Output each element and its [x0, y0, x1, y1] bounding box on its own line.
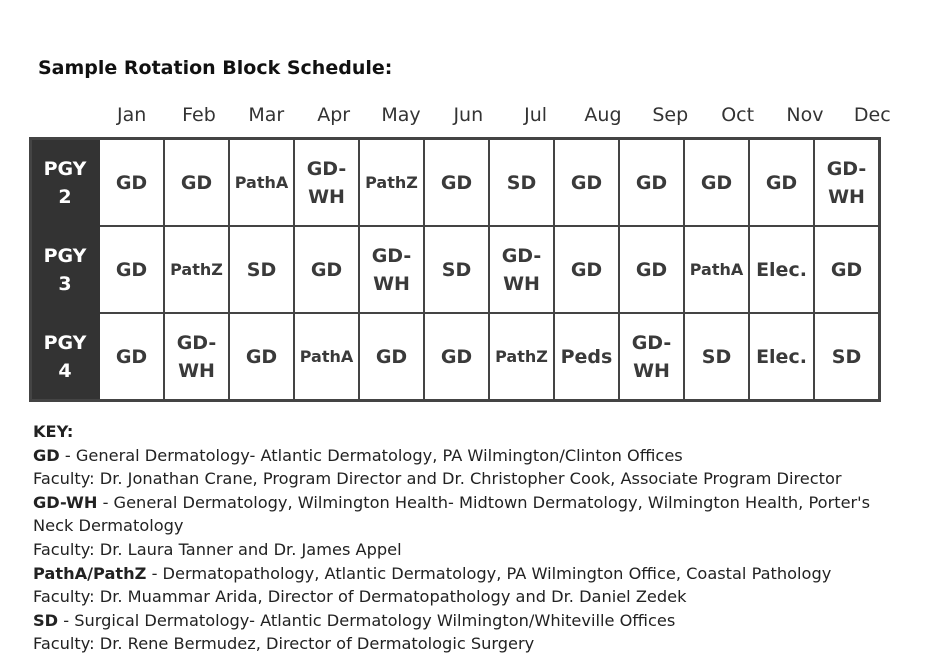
- key-entry-line: [33, 444, 913, 468]
- cell-text-part: GD-: [826, 157, 867, 180]
- schedule-cell: SD: [684, 313, 749, 401]
- cell-text-part: WH: [178, 359, 215, 382]
- month-label: Sep: [652, 104, 689, 126]
- schedule-cell: SD: [424, 226, 489, 313]
- month-label: May: [381, 104, 421, 126]
- schedule-row: [31, 226, 880, 313]
- cell-text-part: GD-: [631, 331, 672, 354]
- row-label-pgy: [31, 313, 100, 401]
- row-label-pgy: [31, 226, 100, 313]
- key-code: GD-WH: [33, 492, 98, 512]
- schedule-cell: Elec.: [749, 226, 814, 313]
- month-header-row: [98, 104, 906, 132]
- schedule-cell: PathZ: [489, 313, 554, 401]
- key-faculty-line: Faculty: Dr. Rene Bermudez, Director of Dermatologic Surgery: [33, 634, 535, 654]
- schedule-cell: Elec.: [749, 313, 814, 401]
- schedule-cell: GD: [684, 139, 749, 227]
- schedule-cell: SD: [229, 226, 294, 313]
- schedule-cell: PathA: [294, 313, 359, 401]
- schedule-cell: Peds: [554, 313, 619, 401]
- month-label: Nov: [786, 104, 824, 126]
- cell-text-part: WH: [308, 185, 345, 208]
- schedule-cell: GD: [99, 226, 164, 313]
- month-label: Jan: [117, 104, 147, 126]
- cell-text-part: GD-: [176, 331, 217, 354]
- key-entry-line: [33, 491, 913, 538]
- month-label: Jun: [453, 104, 484, 126]
- schedule-cell: [489, 226, 554, 313]
- row-label-line2: 2: [58, 185, 72, 208]
- schedule-cell: GD: [99, 313, 164, 401]
- schedule-cell: GD: [554, 139, 619, 227]
- schedule-cell: GD: [814, 226, 880, 313]
- schedule-cell: GD: [164, 139, 229, 227]
- key-code: GD: [33, 445, 60, 465]
- schedule-cell: [359, 226, 424, 313]
- schedule-cell: GD: [554, 226, 619, 313]
- schedule-cell: GD: [359, 313, 424, 401]
- key-heading: KEY:: [33, 422, 74, 441]
- month-label: Apr: [317, 104, 351, 126]
- schedule-cell: GD: [749, 139, 814, 227]
- schedule-cell: GD: [229, 313, 294, 401]
- key-description: - General Dermatology, Wilmington Health- Midtown Dermatology, Wilmington Health, Porter's Neck Dermatology: [33, 492, 871, 536]
- cell-text-part: WH: [828, 185, 865, 208]
- schedule-cell: GD: [424, 313, 489, 401]
- key-faculty-line: Faculty: Dr. Muammar Arida, Director of Dermatopathology and Dr. Daniel Zedek: [33, 587, 687, 607]
- schedule-cell: [619, 313, 684, 401]
- month-label: Jul: [524, 104, 548, 126]
- key-faculty-line: Faculty: Dr. Jonathan Crane, Program Director and Dr. Christopher Cook, Associate Program Director: [33, 469, 842, 489]
- schedule-cell: GD: [619, 139, 684, 227]
- month-label: Dec: [853, 104, 891, 126]
- cell-text-part: WH: [633, 359, 670, 382]
- schedule-cell: GD: [424, 139, 489, 227]
- key-entry-line: [33, 562, 913, 586]
- key-description: - Dermatopathology, Atlantic Dermatology, PA Wilmington Office, Coastal Pathology: [146, 563, 832, 583]
- key-description: - General Dermatology- Atlantic Dermatology, PA Wilmington/Clinton Offices: [59, 445, 683, 465]
- page-title: Sample Rotation Block Schedule:: [38, 57, 393, 79]
- schedule-cell: GD: [619, 226, 684, 313]
- schedule-cell: PathZ: [164, 226, 229, 313]
- cell-text-part: WH: [503, 272, 540, 295]
- schedule-cell: [294, 139, 359, 227]
- key-description: - Surgical Dermatology- Atlantic Dermatology Wilmington/Whiteville Offices: [58, 610, 676, 630]
- row-label-pgy: [31, 139, 100, 227]
- schedule-cell: SD: [814, 313, 880, 401]
- month-label: Feb: [182, 104, 216, 126]
- cell-text-part: GD-: [501, 244, 542, 267]
- schedule-cell: [814, 139, 880, 227]
- month-label: Oct: [721, 104, 755, 126]
- key-entry-line: [33, 609, 913, 633]
- schedule-cell: GD: [99, 139, 164, 227]
- rotation-schedule-table: [29, 137, 881, 402]
- schedule-cell: GD: [294, 226, 359, 313]
- row-label-line1: PGY: [43, 157, 87, 180]
- cell-text-part: GD-: [306, 157, 347, 180]
- row-label-line2: 4: [58, 359, 72, 382]
- month-label: Aug: [584, 104, 622, 126]
- schedule-cell: PathA: [229, 139, 294, 227]
- key-code: SD: [33, 610, 59, 630]
- month-label: Mar: [248, 104, 285, 126]
- schedule-cell: [164, 313, 229, 401]
- key-faculty-line: Faculty: Dr. Laura Tanner and Dr. James Appel: [33, 539, 402, 559]
- schedule-row: [31, 139, 880, 227]
- schedule-row: [31, 313, 880, 401]
- cell-text-part: GD-: [371, 244, 412, 267]
- cell-text-part: WH: [373, 272, 410, 295]
- row-label-line1: PGY: [43, 244, 87, 267]
- schedule-cell: PathA: [684, 226, 749, 313]
- row-label-line2: 3: [58, 272, 72, 295]
- schedule-cell: PathZ: [359, 139, 424, 227]
- schedule-cell: SD: [489, 139, 554, 227]
- key-code: PathA/PathZ: [33, 563, 147, 583]
- row-label-line1: PGY: [43, 331, 87, 354]
- schedule-key: [33, 420, 913, 656]
